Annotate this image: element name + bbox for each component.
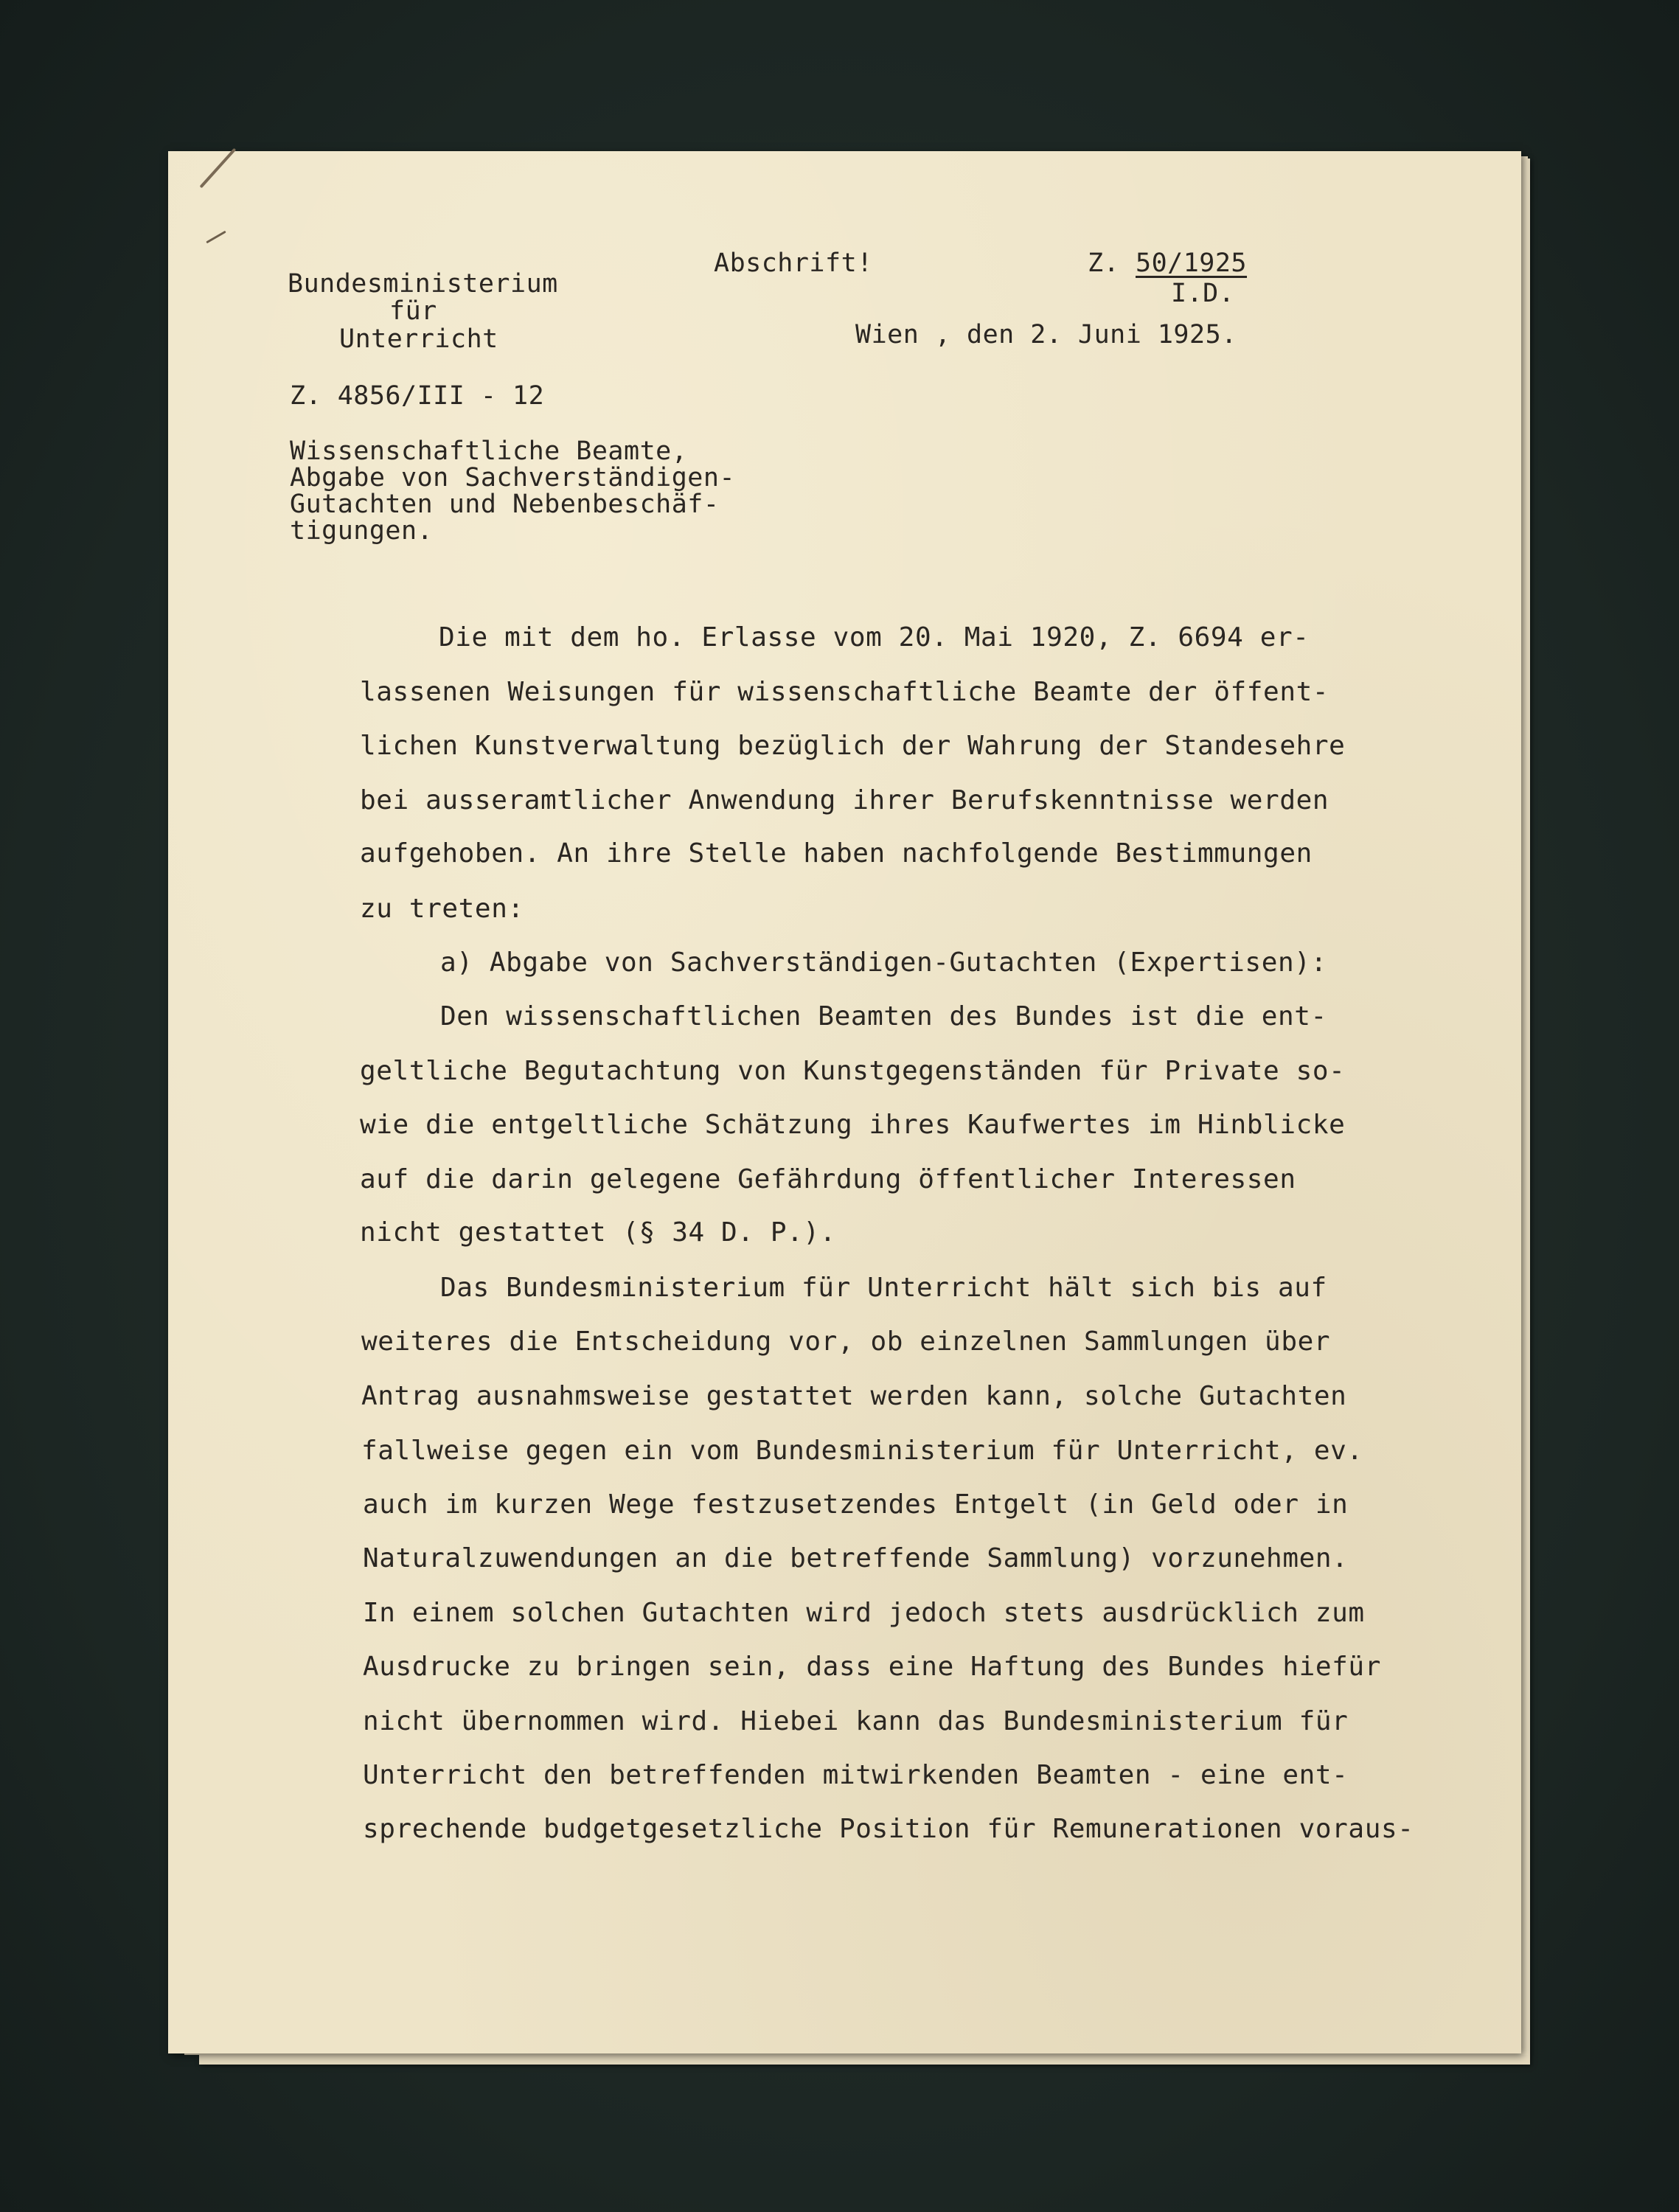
subject-line-4: tigungen.	[290, 516, 434, 546]
body-line-21: nicht übernommen wird. Hiebei kann das Bundesministerium für	[363, 1706, 1349, 1736]
copy-mark: Abschrift!	[714, 248, 873, 278]
body-line-9: geltliche Begutachtung von Kunstgegenständen für Private so-	[360, 1056, 1346, 1086]
subject-line-1: Wissenschaftliche Beamte,	[290, 437, 688, 466]
body-line-2: lassenen Weisungen für wissenschaftliche Beamte der öffent-	[360, 677, 1329, 707]
body-line-1: Die mit dem ho. Erlasse vom 20. Mai 1920, Z. 6694 er-	[439, 622, 1310, 653]
file-number: Z. 4856/III - 12	[290, 381, 545, 411]
body-line-23: sprechende budgetgesetzliche Position für Remunerationen voraus-	[363, 1814, 1414, 1844]
ministry-line-3: Unterricht	[339, 324, 498, 354]
body-line-8: Den wissenschaftlichen Beamten des Bundes ist die ent-	[440, 1001, 1327, 1032]
body-line-11: auf die darin gelegene Gefährdung öffentlicher Interessen	[360, 1164, 1296, 1194]
body-line-17: auch im kurzen Wege festzusetzendes Entgelt (in Geld oder in	[363, 1489, 1349, 1520]
body-line-10: wie die entgeltliche Schätzung ihres Kaufwertes im Hinblicke	[360, 1110, 1346, 1140]
body-line-22: Unterricht den betreffenden mitwirkenden Beamten - eine ent-	[363, 1760, 1349, 1790]
body-line-6: zu treten:	[360, 894, 524, 924]
body-line-18: Naturalzuwendungen an die betreffende Sammlung) vorzunehmen.	[363, 1543, 1349, 1573]
subject-line-3: Gutachten und Nebenbeschäf-	[290, 490, 720, 519]
body-line-3: lichen Kunstverwaltung bezüglich der Wahrung der Standesehre	[360, 731, 1346, 761]
ref-prefix: Z.	[1088, 248, 1120, 278]
body-line-14: weiteres die Entscheidung vor, ob einzelnen Sammlungen über	[361, 1326, 1331, 1357]
ministry-line-1: Bundesministerium	[288, 269, 558, 299]
body-line-7: a) Abgabe von Sachverständigen-Gutachten (Expertisen):	[440, 947, 1327, 978]
body-line-4: bei ausseramtlicher Anwendung ihrer Berufskenntnisse werden	[360, 785, 1329, 815]
body-line-12: nicht gestattet (§ 34 D. P.).	[360, 1217, 836, 1248]
body-line-19: In einem solchen Gutachten wird jedoch stets ausdrücklich zum	[363, 1598, 1365, 1628]
body-line-16: fallweise gegen ein vom Bundesministerium für Unterricht, ev.	[361, 1436, 1363, 1466]
body-line-5: aufgehoben. An ihre Stelle haben nachfolgende Bestimmungen	[360, 838, 1313, 869]
body-line-20: Ausdrucke zu bringen sein, dass eine Haftung des Bundes hiefür	[363, 1652, 1381, 1682]
body-line-15: Antrag ausnahmsweise gestattet werden kann, solche Gutachten	[361, 1381, 1347, 1411]
subject-line-2: Abgabe von Sachverständigen-	[290, 463, 736, 493]
ministry-line-2: für	[389, 296, 437, 326]
ref-number: 50/1925	[1136, 248, 1248, 278]
place-date: Wien , den 2. Juni 1925.	[855, 320, 1237, 349]
body-line-13: Das Bundesministerium für Unterricht hält sich bis auf	[440, 1273, 1327, 1303]
ref-dept: I.D.	[1171, 279, 1235, 308]
